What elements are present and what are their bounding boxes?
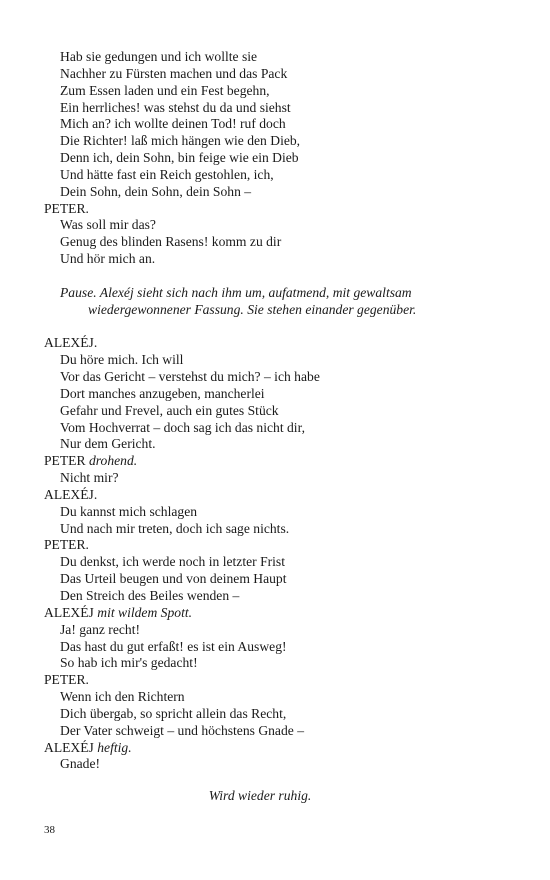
speaker-name: ALEXÉJ	[44, 739, 94, 755]
verse-line: Und hör mich an.	[60, 251, 156, 267]
verse-line: Nicht mir?	[60, 470, 119, 486]
verse-line: Der Vater schweigt – und höchstens Gnade –	[60, 722, 304, 738]
speaker-name: PETER.	[44, 537, 89, 553]
dialogue-block-a	[44, 49, 514, 268]
play-text	[44, 49, 514, 773]
verse-line: Wenn ich den Richtern	[60, 689, 185, 705]
speaker-line	[44, 453, 514, 470]
verse-line: Vom Hochverrat – doch sag ich das nicht dir,	[60, 419, 305, 435]
speaker-line	[44, 335, 514, 352]
verse-line: So hab ich mir's gedacht!	[60, 655, 198, 671]
dialogue-block-b	[44, 335, 514, 773]
speaker-name: PETER.	[44, 672, 89, 688]
verse-line: Nachher zu Fürsten machen und das Pack	[60, 65, 288, 81]
speaker-line	[44, 537, 514, 554]
verse-line: Das Urteil beugen und von deinem Haupt	[60, 571, 287, 587]
stage-direction-line-2: wiedergewonnener Fassung. Sie stehen einander gegenüber.	[88, 301, 417, 317]
speaker-name: PETER	[44, 453, 86, 469]
verse-line: Gnade!	[60, 756, 101, 772]
stage-direction	[44, 285, 514, 319]
verse-line: Denn ich, dein Sohn, bin feige wie ein Dieb	[60, 150, 299, 166]
verse-line: Nur dem Gericht.	[60, 436, 156, 452]
verse-line: Du kannst mich schlagen	[60, 503, 198, 519]
speaker-name: ALEXÉJ	[44, 604, 94, 620]
verse-line: Ein herrliches! was stehst du da und siehst	[60, 99, 291, 115]
speaker-line	[44, 201, 514, 218]
closing-stage-direction: Wird wieder ruhig.	[208, 788, 312, 803]
verse-line: Vor das Gericht – verstehst du mich? – ich habe	[60, 369, 320, 385]
verse-line: Genug des blinden Rasens! komm zu dir	[60, 234, 282, 250]
speaker-direction: drohend.	[88, 453, 138, 469]
speaker-name: ALEXÉJ.	[44, 486, 98, 502]
verse-line: Was soll mir das?	[60, 217, 156, 233]
speaker-name: PETER.	[44, 200, 89, 216]
stage-direction-line-1: Pause. Alexéj sieht sich nach ihm um, aufatmend, mit gewaltsam	[60, 284, 412, 300]
verse-line: Und nach mir treten, doch ich sage nichts.	[60, 520, 290, 536]
verse-line: Den Streich des Beiles wenden –	[60, 588, 240, 603]
verse-line: Die Richter! laß mich hängen wie den Dieb,	[60, 133, 301, 149]
verse-line: Und hätte fast ein Reich gestohlen, ich,	[60, 166, 274, 182]
speaker-direction: heftig.	[97, 739, 132, 755]
verse-line: Mich an? ich wollte deinen Tod! ruf doch	[60, 116, 286, 132]
speaker-line	[44, 672, 514, 689]
verse-line: Hab sie gedungen und ich wollte sie	[60, 49, 258, 64]
verse-line: Du höre mich. Ich will	[60, 352, 184, 368]
speaker-line	[44, 740, 514, 757]
verse-line: Ja! ganz recht!	[60, 621, 141, 637]
spacer	[44, 268, 514, 285]
verse-line: Du denkst, ich werde noch in letzter Frist	[60, 554, 285, 570]
verse-line: Gefahr und Frevel, auch ein gutes Stück	[60, 402, 279, 418]
speaker-line	[44, 487, 514, 504]
spacer	[44, 319, 514, 336]
verse-line: Dich übergab, so spricht allein das Recht,	[60, 705, 287, 721]
verse-line: Dort manches anzugeben, mancherlei	[60, 385, 265, 401]
page-number: 38	[44, 824, 55, 836]
speaker-line	[44, 605, 514, 622]
speaker-direction: mit wildem Spott.	[97, 604, 193, 620]
verse-line: Zum Essen laden und ein Fest begehn,	[60, 82, 270, 98]
verse-line: Das hast du gut erfaßt! es ist ein Ausweg!	[60, 638, 287, 654]
verse-line: Dein Sohn, dein Sohn, dein Sohn –	[60, 183, 252, 199]
speaker-name: ALEXÉJ.	[44, 335, 98, 351]
